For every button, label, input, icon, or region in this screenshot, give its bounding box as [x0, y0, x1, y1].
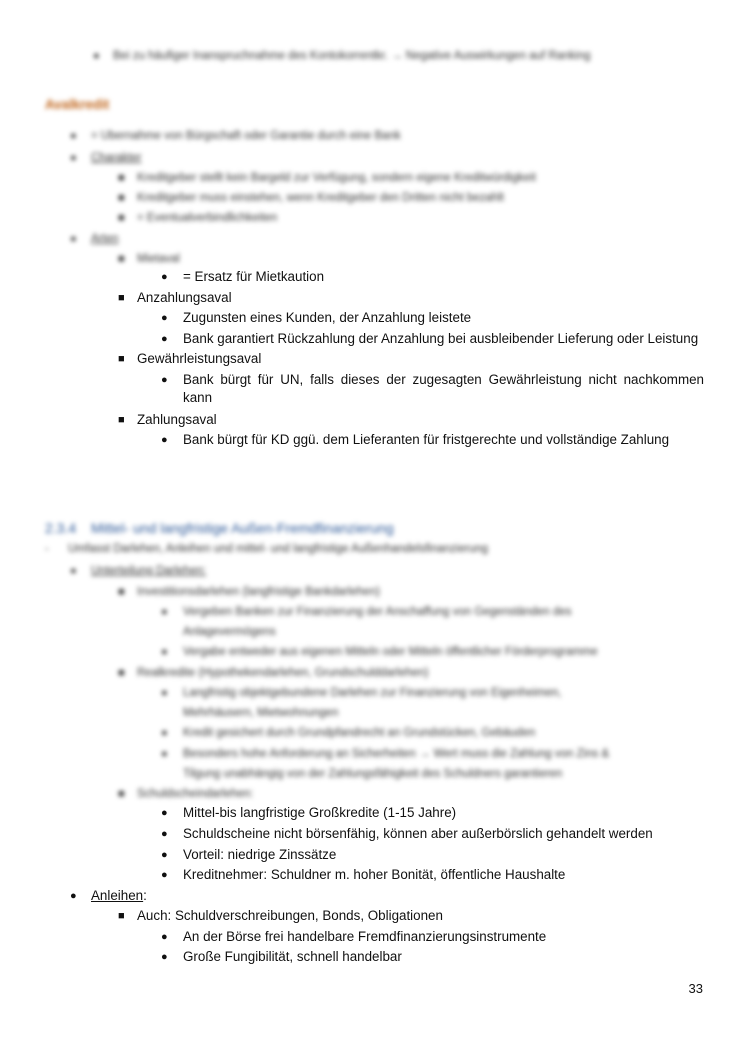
bullet-dot: ●: [161, 748, 168, 760]
bullet-dot: ●: [161, 374, 168, 386]
bullet-dash: -: [45, 543, 49, 555]
bullet-square: ■: [118, 353, 125, 365]
section-heading-avalkredit: Avalkredit: [45, 97, 110, 112]
list-item-schuldscheindarlehen: Schuldscheindarlehen:: [137, 788, 254, 800]
bullet-square: ■: [118, 212, 125, 224]
page-number: 33: [688, 981, 703, 996]
list-item: Bank bürgt für KD ggü. dem Lieferanten für fristgerechte und vollständige Zahlung: [183, 432, 670, 447]
bullet-dot: ●: [70, 152, 77, 164]
list-item: Vorteil: niedrige Zinssätze: [183, 847, 337, 862]
bullet-dot: ●: [161, 727, 168, 739]
bullet-dot: ●: [93, 50, 100, 62]
list-item-investitionsdarlehen: Investitionsdarlehen (langfristige Bankdarlehen): [137, 586, 380, 598]
bullet-dot: ●: [161, 333, 168, 345]
list-item-gewaehrleistungsaval: Gewährleistungsaval: [137, 351, 262, 366]
list-item: Kreditnehmer: Schuldner m. hoher Bonität, öffentliche Haushalte: [183, 867, 566, 882]
bullet-dot: ●: [161, 951, 168, 963]
bullet-dot: ●: [161, 849, 168, 861]
list-item: Kreditgeber stellt kein Bargeld zur Verfügung, sondern eigene Kreditwürdigkeit: [137, 172, 536, 184]
bullet-square: ■: [118, 414, 125, 426]
list-item: Bank bürgt für UN, falls dieses der zugesagten Gewährleistung nicht nachkommen kann: [183, 372, 704, 405]
list-item-realkredite: Realkredite (Hypothekendarlehen, Grundschulddarlehen): [137, 667, 429, 679]
bullet-dot: ●: [161, 807, 168, 819]
bullet-dot: ●: [161, 687, 168, 699]
list-item-continuation: Anlagevermögens: [183, 626, 276, 638]
list-item: Schuldscheine nicht börsenfähig, können aber außerbörslich gehandelt werden: [183, 826, 653, 841]
section-title: Mittel- und langfristige Außen-Fremdfinanzierung: [91, 520, 394, 536]
bullet-square: ■: [118, 192, 125, 204]
label-unterteilung: Unterteilung Darlehen:: [91, 565, 207, 577]
list-item: Besonders hohe Anforderung an Sicherheiten → Wert muss die Zahlung von Zins &: [183, 748, 610, 760]
bullet-dot: ●: [70, 565, 77, 577]
list-item: Auch: Schuldverschreibungen, Bonds, Obligationen: [137, 908, 443, 923]
bullet-square: ■: [118, 667, 125, 679]
list-item: Langfristig objektgebundene Darlehen zur Finanzierung von Eigenheimen,: [183, 687, 562, 699]
label-anleihen-text: Anleihen: [91, 888, 144, 903]
bullet-square: ■: [118, 788, 125, 800]
bullet-dot: ●: [70, 890, 77, 902]
bullet-dot: ●: [161, 271, 168, 283]
list-item: = Ersatz für Mietkaution: [183, 269, 325, 284]
bullet-dot: ●: [161, 869, 168, 881]
section-number: 2.3.4: [45, 520, 77, 536]
bullet-dot: ●: [161, 434, 168, 446]
list-item: Bei zu häufiger Inanspruchnahme des Kontokorrentkr. → Negative Auswirkungen auf Ranking: [113, 50, 591, 62]
label-anleihen-colon: :: [143, 888, 147, 903]
bullet-square: ■: [118, 172, 125, 184]
list-item: = Eventualverbindlichkeiten: [137, 212, 278, 224]
list-item-anzahlungsaval: Anzahlungsaval: [137, 290, 232, 305]
list-item: Kreditgeber muss einstehen, wenn Kreditgeber den Dritten nicht bezahlt: [137, 192, 504, 204]
bullet-dot: ●: [161, 828, 168, 840]
list-item: Mittel-bis langfristige Großkredite (1-15 Jahre): [183, 805, 457, 820]
list-item: Große Fungibilität, schnell handelbar: [183, 949, 402, 964]
label-anleihen: [91, 887, 147, 905]
bullet-dot: ●: [161, 931, 168, 943]
bullet-dot: ●: [161, 606, 168, 618]
bullet-square: ■: [118, 292, 125, 304]
bullet-dot: ●: [70, 233, 77, 245]
bullet-dot: ●: [70, 130, 77, 142]
bullet-square: ■: [118, 586, 125, 598]
list-item: Zugunsten eines Kunden, der Anzahlung leistete: [183, 310, 472, 325]
list-item-zahlungsaval: Zahlungsaval: [137, 412, 217, 427]
list-item-continuation: Mehrhäusern, Mietwohnungen: [183, 707, 339, 719]
list-item: = Übernahme von Bürgschaft oder Garantie durch eine Bank: [91, 130, 401, 142]
list-item: Kredit gesichert durch Grundpfandrecht an Grundstücken, Gebäuden: [183, 727, 536, 739]
list-item: An der Börse frei handelbare Fremdfinanzierungsinstrumente: [183, 929, 547, 944]
list-item-mietaval: Mietaval: [137, 253, 180, 265]
list-item: Bank garantiert Rückzahlung der Anzahlung bei ausbleibender Lieferung oder Leistung: [183, 331, 699, 346]
bullet-dot: ●: [161, 646, 168, 658]
list-item: Vergabe entweder aus eigenen Mitteln oder Mitteln öffentlicher Förderprogramme: [183, 646, 598, 658]
list-item-continuation: Tilgung unabhängig von der Zahlungsfähigkeit des Schuldners garantieren: [183, 768, 563, 780]
label-charakter: Charakter: [91, 152, 142, 164]
list-item: Umfasst Darlehen, Anleihen und mittel- und langfristige Außenhandelsfinanzierung: [68, 543, 489, 555]
bullet-square: ■: [118, 253, 125, 265]
bullet-dot: ●: [161, 312, 168, 324]
bullet-square: ■: [118, 910, 125, 922]
label-arten: Arten: [91, 233, 119, 245]
list-item: Vergeben Banken zur Finanzierung der Anschaffung von Gegenständen des: [183, 606, 572, 618]
